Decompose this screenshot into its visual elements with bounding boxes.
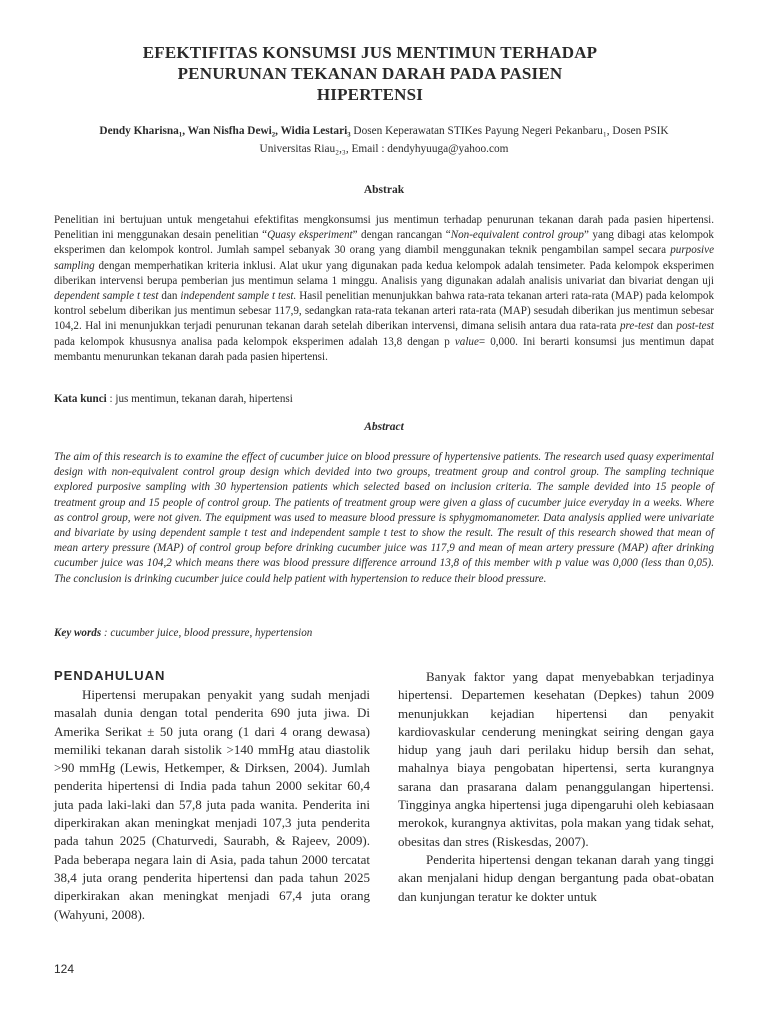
page-number: 124 — [54, 962, 75, 976]
abstrak-body: Penelitian ini bertujuan untuk mengetahui efektifitas mengkonsumsi jus mentimun terhadap penurunan tekanan darah pada pasien hipertensi. Penelitian ini menggunakan desain penelitian “Quasy eksperiment” dengan rancangan “Non-equivalent control group” yang dibagi atas kelompok eksperimen dan kelompok kontrol. Jumlah sampel sebanyak 30 orang yang diambil menggunakan teknik pengambilan sampel secara purposive sampling dengan memperhatikan kriteria inklusi. Alat ukur yang digunakan pada kedua kelompok adalah tensimeter. Pada kelompok eksperimen diberikan intervensi berupa pemberian jus mentimun selama 1 minggu. Analisis yang digunakan adalah analisis univariat dan bivariat dengan uji dependent sample t test dan independent sample t test. Hasil penelitian menunjukkan bahwa rata-rata tekanan arteri rata-rata (MAP) pada kelompok kontrol sebelum diberikan jus mentimun sebesar 117,9, sedangkan rata-rata tekanan arteri rata-rata (MAP) sesudah diberikan jus mentimun sebesar 104,2. Hal ini menunjukkan terjadi penurunan tekanan darah setelah diberikan intervensi, dimana selisih antara dua rata-rata pre-test dan post-test pada kelompok khususnya analisa pada kelompok eksperimen adalah 13,8 dengan p value= 0,000. Ini berarti konsumsi jus mentimun dapat membantu menurunkan tekanan darah pada pasien hipertensi. — [54, 214, 714, 363]
key-words-text: : cucumber juice, blood pressure, hypertension — [101, 627, 313, 639]
left-column — [54, 686, 370, 924]
key-words — [54, 626, 714, 641]
title-line: EFEKTIFITAS KONSUMSI JUS MENTIMUN TERHADAP — [142, 43, 598, 62]
kata-kunci-label: Kata kunci — [54, 393, 107, 405]
pendahuluan-heading: PENDAHULUAN — [54, 668, 166, 683]
right-column — [398, 668, 714, 906]
abstract-body: The aim of this research is to examine the effect of cucumber juice on blood pressure of hypertensive patients. The research used quasy experimental design with non-equivalent control group design which devided into two groups, treatment group and control group. The sampling technique explored purposive sampling with 30 hypertension patients which selected based on inclusion criteria. The sample devided into 15 people of treatment group and 15 people of control group. The patients of treatment group were given a glass of cucumber juice everyday in a weeks. Where as control group, were not given. The equipment was used to measure blood pressure is sphygmomanometer. Data analysis applied were univariate and bivariate by using dependent sample t test and independent sample t test to show the result. The result of this research showed that mean of mean artery pressure (MAP) of control group before drinking cucumber juice was 117,9 and mean of mean artery pressure (MAP) after drinking cucumber juice was 104,2 which means there was blood pressure difference arround 13,8 of this member with p value was 0,000 (less than 0,05). The conclusion is drinking cucumber juice could help patient with hypertension to reduce their blood pressure. — [54, 451, 714, 585]
author-names: Dendy Kharisna₁, Wan Nisfha Dewi₂, Widia Lestari₃ — [99, 125, 351, 137]
body-paragraph: Hipertensi merupakan penyakit yang sudah menjadi masalah dunia dengan total penderita 690 juta jiwa. Di Amerika Serikat ± 50 juta orang (1 dari 4 orang dewasa) memiliki tekanan darah sistolik >140 mmHg atau diastolik >90 mmHg (Lewis, Hetkemper, & Dirksen, 2004). Jumlah penderita hipertensi di India pada tahun 2000 sekitar 60,4 juta pada laki-laki dan 57,8 juta pada wanita. Penderita ini diperkirakan akan meningkat menjadi 107,3 juta penderita pada tahun 2025 (Chaturvedi, Saurabh, & Rajeev, 2009). Pada beberapa negara lain di Asia, pada tahun 2000 tercatat 38,4 juta orang penderita hipertensi dan pada tahun 2025 diperkirakan akan meningkat menjadi 67,4 juta orang (Wahyuni, 2008). — [54, 687, 370, 922]
paper-title — [120, 42, 620, 105]
title-line: PENURUNAN TEKANAN DARAH PADA PASIEN — [177, 64, 563, 83]
author-affiliation-email: Universitas Riau₂,₃, Email : dendyhyuuga@yahoo.com — [259, 143, 509, 155]
key-words-label: Key words — [54, 627, 102, 639]
abstrak-heading: Abstrak — [363, 184, 405, 196]
author-block — [54, 122, 714, 158]
body-paragraph: Penderita hipertensi dengan tekanan darah yang tinggi akan menjalani hidup dengan bergantung pada obat-obatan dan kunjungan teratur ke dokter untuk — [398, 851, 714, 904]
author-affiliation: Dosen Keperawatan STIKes Payung Negeri Pekanbaru₁, Dosen PSIK — [350, 125, 669, 137]
kata-kunci-text: : jus mentimun, tekanan darah, hipertensi — [109, 393, 293, 405]
body-paragraph: Banyak faktor yang dapat menyebabkan terjadinya hipertensi. Departemen kesehatan (Depkes) tahun 2009 menunjukkan kejadian hipertensi dan penyakit kardiovaskular cenderung meningkat seiring dengan gaya hidup yang jauh dari perilaku hidup bersih dan sehat, mahalnya biaya pengobatan hipertensi, serta kurangnya sarana dan prasarana dalam penanggulangan hipertensi. Tingginya angka hipertensi juga dipengaruhi oleh kebiasaan merokok, kurangnya aktivitas, pola makan yang tidak sehat, obesitas dan stres (Riskesdas, 2007). — [398, 669, 714, 849]
title-line: HIPERTENSI — [316, 85, 424, 104]
kata-kunci — [54, 392, 714, 407]
abstract-heading: Abstract — [364, 421, 404, 433]
